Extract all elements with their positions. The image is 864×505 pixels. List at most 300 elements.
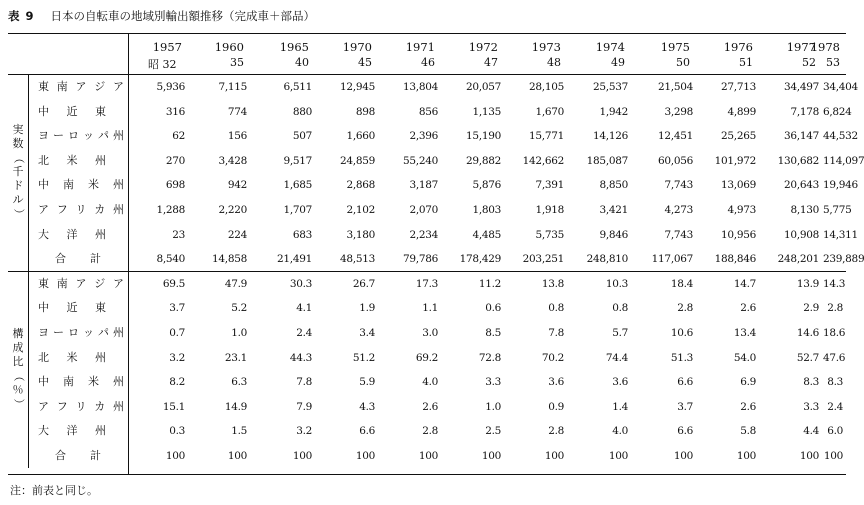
table-cell: 21,504 — [658, 81, 693, 93]
section-label-char: （ — [12, 370, 25, 382]
table-cell: 6,511 — [283, 81, 312, 93]
table-cell: 34,404 — [823, 81, 858, 93]
table-cell: 14.3 — [823, 277, 846, 290]
table-cell: 23.1 — [224, 351, 247, 364]
region-name-char: 州 — [113, 375, 124, 389]
table-cell: 0.3 — [169, 425, 185, 438]
table-cell: 248,810 — [586, 253, 628, 266]
table-cell: 14,126 — [593, 130, 628, 143]
table-cell: 15.1 — [162, 400, 185, 413]
table-cell: 880 — [292, 105, 312, 118]
table-cell: 5,876 — [472, 179, 501, 192]
table-cell: 100 — [673, 450, 693, 462]
table-cell: 2.8 — [548, 425, 564, 438]
table-cell: 2,070 — [409, 204, 438, 216]
table-cell: 185,087 — [586, 154, 628, 167]
table-cell: 8.3 — [827, 376, 843, 389]
region-name-char: 大 — [38, 424, 49, 438]
year-header: 1975 — [660, 40, 690, 54]
region-name-char: 東 — [95, 104, 106, 118]
table-cell: 20,643 — [784, 179, 819, 192]
region-name-char: 合 — [55, 252, 66, 266]
region-name-char: 中 — [38, 178, 49, 192]
table-cell: 0.8 — [548, 302, 564, 315]
region-name — [28, 100, 128, 124]
table-cell: 72.8 — [478, 351, 501, 364]
region-name-char: ジ — [94, 276, 106, 290]
table-caption — [8, 6, 848, 26]
region-name-char: ア — [75, 80, 87, 93]
era-header: 50 — [676, 56, 690, 69]
region-name-char: 中 — [38, 104, 49, 118]
table-cell: 5,735 — [535, 228, 564, 241]
table-cell: 1.1 — [422, 302, 438, 315]
table-cell: 8,850 — [599, 179, 628, 192]
table-cell: 25,265 — [721, 130, 756, 143]
table-cell: 6.6 — [359, 425, 375, 438]
table-cell: 4.3 — [359, 400, 375, 413]
table-cell: 3.7 — [677, 400, 693, 413]
table-cell: 7,178 — [790, 105, 819, 118]
table-cell: 18.6 — [823, 327, 846, 339]
region-name — [28, 419, 128, 443]
section-label-char: ル — [12, 193, 24, 207]
table-cell: 14.9 — [224, 400, 247, 413]
region-name-char: 米 — [88, 375, 99, 389]
table-cell: 28,105 — [529, 81, 564, 93]
table-cell: 2,234 — [409, 228, 438, 241]
table-cell: 52.7 — [796, 351, 819, 364]
section-label-char: 比 — [12, 355, 24, 369]
table-cell: 29,882 — [466, 154, 501, 167]
table-cell: 856 — [418, 105, 438, 118]
region-name-char: 北 — [38, 350, 49, 364]
year-header: 1965 — [279, 40, 309, 54]
era-header: 47 — [484, 56, 498, 69]
table-cell: 17.3 — [415, 277, 438, 290]
table-cell: 2.6 — [422, 400, 438, 413]
table-cell: 11.2 — [478, 277, 501, 290]
region-name-char: 計 — [90, 449, 101, 462]
region-name-char: ア — [113, 80, 124, 93]
table-cell: 898 — [355, 105, 375, 118]
table-cell: 3.6 — [612, 376, 628, 389]
table-cell: 69.5 — [162, 277, 185, 290]
table-cell: 70.2 — [541, 351, 564, 364]
table-title: 日本の自転車の地域別輸出額推移（完成車＋部品） — [50, 9, 316, 23]
table-cell: 1,670 — [535, 105, 564, 118]
table-cell: 0.8 — [612, 302, 628, 315]
region-name-char: パ — [98, 129, 109, 143]
region-name-char: 南 — [63, 375, 74, 389]
region-name-char: 州 — [95, 153, 106, 167]
region-name-char: ア — [38, 399, 49, 413]
region-name-char: ヨ — [38, 129, 49, 143]
table-cell: 6.6 — [677, 376, 693, 389]
region-name-char: ー — [53, 326, 64, 339]
era-header: 46 — [421, 56, 435, 69]
region-name-char: ア — [113, 276, 124, 290]
era-header: 49 — [611, 56, 625, 69]
table-cell: 100 — [823, 450, 843, 462]
table-cell: 8.3 — [803, 376, 819, 389]
table-cell: 248,201 — [777, 253, 819, 266]
table-cell: 21,491 — [277, 253, 312, 266]
region-name-char: ー — [53, 129, 64, 143]
region-name — [28, 444, 128, 468]
table-cell: 14,311 — [823, 228, 858, 241]
section-label-char: ド — [12, 179, 24, 193]
table-cell: 10.6 — [670, 327, 693, 339]
table-cell: 36,147 — [784, 130, 819, 143]
table-cell: 44.3 — [289, 351, 312, 364]
table-cell: 142,662 — [522, 154, 564, 167]
region-name-char: ジ — [94, 80, 106, 93]
region-name-char: 南 — [56, 80, 68, 93]
table-cell: 100 — [544, 450, 564, 462]
table-cell: 4.4 — [803, 425, 819, 438]
table-cell: 507 — [292, 130, 312, 143]
table-cell: 13.9 — [796, 277, 819, 290]
region-name-char: 州 — [113, 399, 124, 413]
table-cell: 51.2 — [352, 351, 375, 364]
region-name — [28, 198, 128, 222]
table-cell: 79,786 — [403, 253, 438, 266]
year-header: 1976 — [723, 40, 753, 54]
year-header: 1973 — [531, 40, 561, 54]
table-cell: 942 — [227, 179, 247, 192]
region-name-char: 州 — [95, 227, 106, 241]
region-name-char: 洋 — [66, 227, 78, 241]
era-header: 40 — [295, 56, 309, 69]
table-cell: 100 — [608, 450, 628, 462]
year-header: 1978 — [810, 40, 840, 54]
table-cell: 26.7 — [352, 277, 375, 290]
table-cell: 100 — [292, 450, 312, 462]
table-cell: 100 — [736, 450, 756, 462]
table-cell: 14.7 — [733, 277, 756, 290]
region-name-char: 米 — [66, 153, 78, 167]
region-name-char: 州 — [95, 350, 106, 364]
region-name-char: 州 — [95, 424, 106, 438]
year-header: 1970 — [342, 40, 372, 54]
region-name — [28, 272, 128, 296]
table-cell: 55,240 — [403, 154, 438, 167]
table-cell: 2,868 — [346, 179, 375, 192]
table-cell: 683 — [292, 228, 312, 241]
year-header: 1977 — [786, 40, 816, 54]
table-cell: 2.8 — [677, 302, 693, 315]
era-header: 35 — [230, 56, 244, 69]
table-cell: 2.9 — [803, 302, 819, 315]
table-cell: 51.3 — [670, 351, 693, 364]
table-cell: 7,391 — [535, 179, 564, 192]
table-cell: 2.4 — [296, 327, 312, 339]
table-cell: 5,775 — [823, 204, 852, 216]
region-name-char: 近 — [66, 301, 78, 315]
table-cell: 2.6 — [740, 400, 756, 413]
region-name-char: ア — [75, 276, 87, 290]
table-cell: 13.8 — [541, 277, 564, 290]
section-label-char: ） — [12, 398, 25, 410]
section-label-char: 構 — [12, 327, 24, 341]
region-name-char: 州 — [113, 178, 124, 192]
region-name-char: ッ — [83, 326, 94, 339]
table-cell: 4,973 — [727, 204, 756, 216]
table-cell: 3.2 — [169, 351, 185, 364]
table-cell: 224 — [227, 228, 247, 241]
table-cell: 7.9 — [296, 400, 312, 413]
table-cell: 7.8 — [296, 376, 312, 389]
region-name-char: カ — [94, 399, 106, 413]
table-cell: 3.2 — [296, 425, 312, 438]
table-cell: 3.6 — [548, 376, 564, 389]
table-cell: 30.3 — [289, 277, 312, 290]
era-header: 48 — [547, 56, 561, 69]
table-cell: 6.3 — [231, 376, 247, 389]
table-cell: 5.2 — [231, 302, 247, 315]
era-header: 53 — [826, 56, 840, 69]
table-cell: 47.9 — [224, 277, 247, 290]
table-cell: 316 — [165, 105, 185, 118]
table-cell: 1.5 — [231, 425, 247, 438]
table-cell: 100 — [355, 450, 375, 462]
region-name-char: 州 — [113, 129, 124, 143]
table-cell: 130,682 — [777, 154, 819, 167]
table-cell: 15,771 — [529, 130, 564, 143]
region-name-char: 東 — [95, 301, 106, 315]
table-cell: 10.3 — [605, 277, 628, 290]
table-cell: 1,288 — [156, 204, 185, 216]
table-cell: 0.7 — [169, 327, 185, 339]
region-name-char: 計 — [90, 252, 101, 266]
region-name-char: パ — [98, 326, 109, 339]
table-cell: 0.6 — [485, 302, 501, 315]
region-name — [28, 223, 128, 247]
table-cell: 100 — [481, 450, 501, 462]
table-cell: 4.0 — [422, 376, 438, 389]
table-cell: 60,056 — [658, 154, 693, 167]
table-cell: 4.1 — [296, 302, 312, 315]
table-cell: 15,190 — [466, 130, 501, 143]
table-cell: 2.5 — [485, 425, 501, 438]
table-cell: 2,102 — [346, 204, 375, 216]
table-cell: 100 — [418, 450, 438, 462]
region-name-char: フ — [56, 399, 68, 413]
region-name-char: ロ — [68, 129, 79, 143]
table-cell: 8,540 — [156, 253, 185, 266]
table-cell: 54.0 — [733, 351, 756, 364]
table-cell: 100 — [799, 450, 819, 462]
table-cell: 9,846 — [599, 228, 628, 241]
table-cell: 3,428 — [218, 154, 247, 167]
table-cell: 1.0 — [231, 327, 247, 339]
table-cell: 3,298 — [664, 105, 693, 118]
table-cell: 13.4 — [733, 327, 756, 339]
table-cell: 10,908 — [784, 228, 819, 241]
table-cell: 2.6 — [740, 302, 756, 315]
region-name — [28, 173, 128, 197]
era-header: 45 — [358, 56, 372, 69]
table-cell: 8.5 — [485, 327, 501, 339]
region-name — [28, 124, 128, 148]
table-cell: 203,251 — [522, 253, 564, 266]
table-cell: 3,180 — [346, 228, 375, 241]
region-name-char: 近 — [66, 104, 78, 118]
region-name-char: 中 — [38, 301, 49, 315]
table-cell: 7,743 — [664, 228, 693, 241]
table-cell: 2,396 — [409, 130, 438, 143]
table-cell: 3.3 — [485, 376, 501, 389]
table-cell: 7.8 — [548, 327, 564, 339]
table-cell: 5,936 — [156, 81, 185, 93]
region-name — [28, 395, 128, 419]
table-cell: 6.0 — [827, 425, 843, 438]
table-cell: 178,429 — [459, 253, 501, 266]
section-label-char: （ — [12, 152, 25, 164]
table-cell: 100 — [165, 450, 185, 462]
table-cell: 20,057 — [466, 81, 501, 93]
table-cell: 10,956 — [721, 228, 756, 241]
section-label-char: ） — [12, 208, 25, 220]
table-cell: 4,899 — [727, 105, 756, 118]
region-name-char: 東 — [38, 276, 49, 290]
region-name-char: ア — [38, 203, 49, 216]
table-cell: 1,803 — [472, 204, 501, 216]
year-header: 1960 — [214, 40, 244, 54]
table-cell: 12,451 — [658, 130, 693, 143]
year-header: 1971 — [405, 40, 435, 54]
table-cell: 117,067 — [651, 253, 693, 266]
region-name-char: 洋 — [66, 424, 78, 438]
table-cell: 12,945 — [340, 81, 375, 93]
table-cell: 100 — [227, 450, 247, 462]
table-cell: 239,889 — [823, 253, 864, 266]
table-cell: 13,804 — [403, 81, 438, 93]
table-cell: 1,135 — [472, 105, 501, 118]
region-name — [28, 75, 128, 99]
table-cell: 774 — [227, 105, 247, 118]
region-name-char: ヨ — [38, 326, 49, 339]
table-cell: 2.8 — [827, 302, 843, 315]
table-cell: 7,115 — [218, 81, 247, 93]
region-name-char: 北 — [38, 153, 49, 167]
table-cell: 7,743 — [664, 179, 693, 192]
table-cell: 1.4 — [612, 400, 628, 413]
region-name-char: 合 — [55, 449, 66, 462]
table-number: 表 9 — [8, 9, 35, 23]
table-cell: 4,485 — [472, 228, 501, 241]
region-name-char: カ — [94, 203, 106, 216]
table-cell: 4,273 — [664, 204, 693, 216]
region-name — [28, 346, 128, 370]
table-cell: 3.3 — [803, 400, 819, 413]
table-cell: 4.0 — [612, 425, 628, 438]
table-cell: 5.8 — [740, 425, 756, 438]
table-cell: 3.7 — [169, 302, 185, 315]
table-cell: 25,537 — [593, 81, 628, 93]
era-header: 52 — [802, 56, 816, 69]
year-header: 1972 — [468, 40, 498, 54]
table-cell: 1,918 — [535, 204, 564, 216]
table-cell: 19,946 — [823, 179, 858, 192]
table-cell: 188,846 — [714, 253, 756, 266]
table-cell: 3,421 — [599, 204, 628, 216]
region-name — [28, 149, 128, 173]
table-cell: 3.4 — [359, 327, 375, 339]
table-cell: 14.6 — [796, 327, 819, 339]
table-cell: 1,660 — [346, 130, 375, 143]
table-cell: 3.0 — [422, 327, 438, 339]
table-cell: 5.9 — [359, 376, 375, 389]
table-cell: 6.9 — [740, 376, 756, 389]
table-cell: 48,513 — [340, 253, 375, 266]
region-name-char: ロ — [68, 326, 79, 339]
table-cell: 1,942 — [599, 105, 628, 118]
year-header: 1974 — [595, 40, 625, 54]
table-cell: 9,517 — [283, 154, 312, 167]
table-cell: 74.4 — [605, 351, 628, 364]
region-name — [28, 321, 128, 345]
table-cell: 62 — [172, 130, 185, 143]
region-name-char: 大 — [38, 227, 49, 241]
table-cell: 5.7 — [612, 327, 628, 339]
section-label-char: ％ — [12, 383, 24, 397]
year-header: 1957 — [152, 40, 182, 54]
region-name-char: 東 — [38, 80, 49, 93]
table-cell: 0.9 — [548, 400, 564, 413]
table-note: 注：前表と同じ。 — [10, 484, 98, 497]
table-cell: 2.4 — [827, 400, 843, 413]
region-name-char: 米 — [88, 178, 99, 192]
table-cell: 1.9 — [359, 302, 375, 315]
region-name — [28, 370, 128, 394]
table-cell: 44,532 — [823, 130, 858, 143]
table-cell: 1.0 — [485, 400, 501, 413]
era-header: 51 — [739, 56, 753, 69]
table-cell: 8,130 — [790, 204, 819, 216]
region-name-char: リ — [75, 399, 87, 413]
region-name-char: 中 — [38, 375, 49, 389]
region-name-char: 米 — [66, 350, 78, 364]
region-name-char: 州 — [113, 326, 124, 339]
region-name-char: リ — [75, 203, 87, 216]
export-table — [8, 33, 864, 475]
table-cell: 2,220 — [218, 204, 247, 216]
section-label-char: 実 — [12, 123, 24, 137]
table-cell: 6,824 — [823, 105, 852, 118]
table-cell: 47.6 — [823, 351, 846, 364]
table-cell: 1,707 — [283, 204, 312, 216]
table-cell: 101,972 — [714, 154, 756, 167]
table-cell: 698 — [165, 179, 185, 192]
table-cell: 1,685 — [283, 179, 312, 192]
table-cell: 18.4 — [670, 277, 693, 290]
section-label-char: 数 — [12, 137, 24, 151]
table-cell: 23 — [172, 228, 185, 241]
table-cell: 2.8 — [422, 425, 438, 438]
section-label — [8, 74, 28, 271]
era-header: 昭 32 — [148, 58, 177, 71]
table-cell: 3,187 — [409, 179, 438, 192]
table-cell: 13,069 — [721, 179, 756, 192]
section-label — [8, 271, 28, 468]
table-cell: 114,097 — [823, 154, 864, 167]
table-cell: 156 — [227, 130, 247, 143]
table-cell: 8.2 — [169, 376, 185, 389]
table-cell: 6.6 — [677, 425, 693, 438]
table-cell: 69.2 — [415, 351, 438, 364]
